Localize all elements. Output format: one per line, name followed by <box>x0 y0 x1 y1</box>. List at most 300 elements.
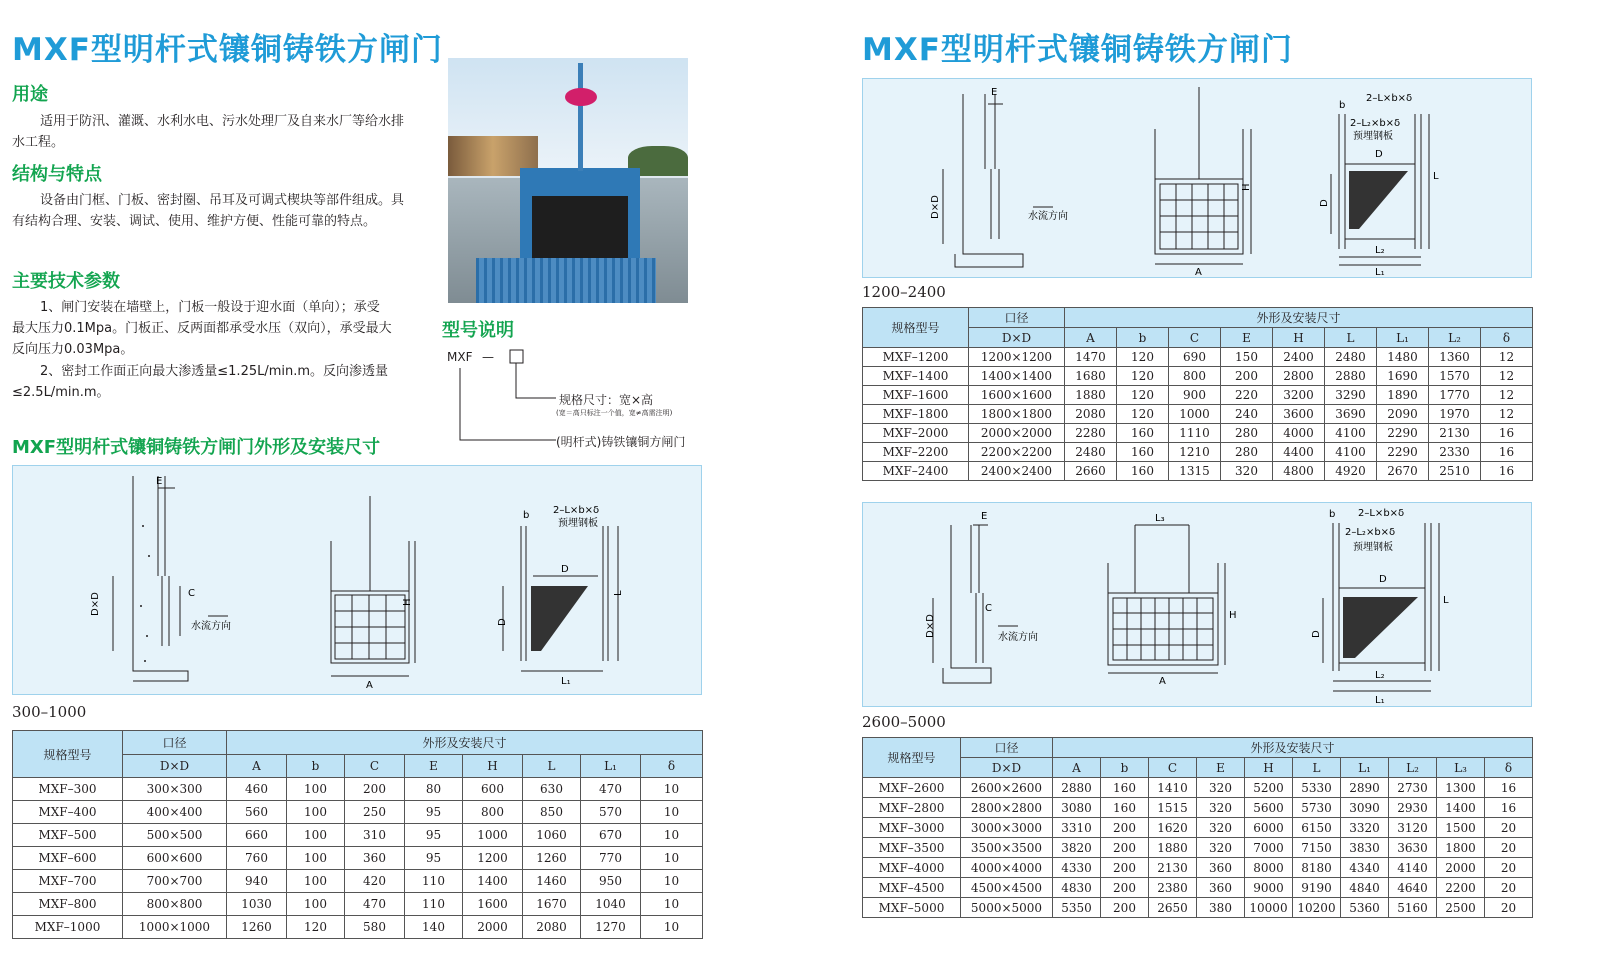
col-dim-header: L₂ <box>1389 758 1437 778</box>
dim-cell: 4100 <box>1325 443 1377 462</box>
dim-cell: 1600 <box>463 893 523 916</box>
model-leader-lines <box>450 348 560 448</box>
dim-cell: 200 <box>1101 858 1149 878</box>
dim-cell: 160 <box>1101 798 1149 818</box>
dim-cell: 120 <box>287 916 345 939</box>
table-row <box>863 778 1533 798</box>
plate-l-label: L <box>613 590 624 596</box>
dim-cell: 100 <box>287 801 345 824</box>
plate-b-label: b <box>523 510 530 521</box>
table-row <box>863 443 1533 462</box>
model-cell: MXF–300 <box>13 778 123 801</box>
left-gate-drawing <box>13 466 703 696</box>
r1-bolt1-label: 2–L×b×δ <box>1366 93 1413 104</box>
dim-cell: 110 <box>405 893 463 916</box>
dim-cell: 2480 <box>1065 443 1117 462</box>
dim-cell: 20 <box>1485 858 1533 878</box>
dim-cell: 1110 <box>1169 424 1221 443</box>
dim-cell: 5360 <box>1341 898 1389 918</box>
model-cell: MXF–700 <box>13 870 123 893</box>
bore-cell: 500×500 <box>123 824 227 847</box>
r2-e-label: E <box>981 511 988 522</box>
dim-cell: 360 <box>1197 878 1245 898</box>
dim-cell: 100 <box>287 778 345 801</box>
dim-cell: 1460 <box>523 870 581 893</box>
dim-cell: 2280 <box>1065 424 1117 443</box>
dim-cell: 160 <box>1101 778 1149 798</box>
dim-cell: 320 <box>1197 778 1245 798</box>
col-dim-header: C <box>1169 328 1221 348</box>
dim-cell: 1620 <box>1149 818 1197 838</box>
right-range-label-1: 1200–2400 <box>862 283 946 301</box>
table-row <box>13 801 703 824</box>
bore-cell: 400×400 <box>123 801 227 824</box>
col-dim-header: L <box>1325 328 1377 348</box>
table-row <box>863 798 1533 818</box>
bore-cell: 2400×2400 <box>969 462 1065 481</box>
dim-cell: 470 <box>345 893 405 916</box>
right-diagram-panel-1 <box>862 78 1532 278</box>
params-text-1: 1、闸门安装在墙壁上，门板一般设于迎水面（单向）；承受最大压力0.1Mpa。门板正、反两面都承受水压（双向），承受最大反向压力0.03Mpa。 <box>12 300 392 357</box>
dim-cell: 2290 <box>1377 443 1429 462</box>
dim-cell: 1480 <box>1377 348 1429 367</box>
dim-cell: 2670 <box>1377 462 1429 481</box>
col-dim-header: A <box>1065 328 1117 348</box>
col-dim-header: H <box>1245 758 1293 778</box>
dim-cell: 8180 <box>1293 858 1341 878</box>
bore-cell: 5000×5000 <box>961 898 1053 918</box>
dim-cell: 280 <box>1221 424 1273 443</box>
col-dim-header: L₂ <box>1429 328 1481 348</box>
model-cell: MXF–2600 <box>863 778 961 798</box>
table-row <box>13 847 703 870</box>
dim-cell: 4140 <box>1389 858 1437 878</box>
table-row <box>13 778 703 801</box>
left-page-title: MXF型明杆式镶铜铸铁方闸门 <box>12 32 443 68</box>
dim-cell: 320 <box>1197 838 1245 858</box>
r1-l-label: L <box>1433 171 1439 182</box>
dim-cell: 110 <box>405 870 463 893</box>
dim-cell: 310 <box>345 824 405 847</box>
dim-cell: 6000 <box>1245 818 1293 838</box>
dim-cell: 4840 <box>1341 878 1389 898</box>
dim-cell: 760 <box>227 847 287 870</box>
dim-cell: 2080 <box>523 916 581 939</box>
r1-dxd-label: D×D <box>930 195 941 219</box>
dim-cell: 2880 <box>1325 367 1377 386</box>
r2-d-label: D <box>1379 574 1387 585</box>
r1-flow-label: 水流方向 <box>1028 211 1068 222</box>
dim-cell: 1410 <box>1149 778 1197 798</box>
dim-cell: 1040 <box>581 893 641 916</box>
col-model-header: 规格型号 <box>13 731 123 778</box>
dim-cell: 3120 <box>1389 818 1437 838</box>
bore-cell: 600×600 <box>123 847 227 870</box>
dim-cell: 320 <box>1221 462 1273 481</box>
dim-cell: 630 <box>523 778 581 801</box>
dim-cell: 5330 <box>1293 778 1341 798</box>
model-cell: MXF–3500 <box>863 838 961 858</box>
col-bore-sub-header: D×D <box>969 328 1065 348</box>
model-cell: MXF–800 <box>13 893 123 916</box>
bore-cell: 1800×1800 <box>969 405 1065 424</box>
dim-cell: 360 <box>345 847 405 870</box>
dim-cell: 16 <box>1481 424 1533 443</box>
col-dim-header: L₁ <box>1341 758 1389 778</box>
table-row <box>863 878 1533 898</box>
col-dim-header: b <box>287 755 345 778</box>
r1-d-side-label: D <box>1319 199 1330 207</box>
side-flow-label: 水流方向 <box>191 621 231 632</box>
model-cell: MXF–1000 <box>13 916 123 939</box>
dim-cell: 10000 <box>1245 898 1293 918</box>
model-name-label: (明杆式)铸铁镶铜方闸门 <box>556 435 686 449</box>
dim-cell: 670 <box>581 824 641 847</box>
dim-cell: 20 <box>1485 818 1533 838</box>
dim-cell: 10 <box>641 824 703 847</box>
dim-cell: 12 <box>1481 348 1533 367</box>
dim-cell: 4640 <box>1389 878 1437 898</box>
dim-cell: 140 <box>405 916 463 939</box>
r1-bolt2-label: 2–L₂×b×δ <box>1350 118 1401 129</box>
dim-cell: 4800 <box>1273 462 1325 481</box>
dim-cell: 200 <box>1221 367 1273 386</box>
dim-cell: 1200 <box>463 847 523 870</box>
dim-cell: 3080 <box>1053 798 1101 818</box>
table-row <box>863 898 1533 918</box>
r2-b-label: b <box>1329 509 1336 520</box>
plate-bolt-label: 2–L×b×δ <box>553 505 600 516</box>
dim-cell: 95 <box>405 847 463 870</box>
dim-cell: 1680 <box>1065 367 1117 386</box>
dim-cell: 2000 <box>463 916 523 939</box>
dim-cell: 5350 <box>1053 898 1101 918</box>
dim-cell: 4330 <box>1053 858 1101 878</box>
col-dim-header: b <box>1101 758 1149 778</box>
dim-cell: 220 <box>1221 386 1273 405</box>
dim-cell: 1300 <box>1437 778 1485 798</box>
dim-cell: 1210 <box>1169 443 1221 462</box>
dim-cell: 4400 <box>1273 443 1325 462</box>
dim-cell: 8000 <box>1245 858 1293 878</box>
dim-cell: 3630 <box>1389 838 1437 858</box>
col-dim-header: L₁ <box>581 755 641 778</box>
dim-cell: 2090 <box>1377 405 1429 424</box>
col-dim-header: H <box>463 755 523 778</box>
dim-cell: 2200 <box>1437 878 1485 898</box>
model-cell: MXF–4000 <box>863 858 961 878</box>
dim-cell: 2400 <box>1273 348 1325 367</box>
dim-cell: 2130 <box>1149 858 1197 878</box>
dim-cell: 690 <box>1169 348 1221 367</box>
plate-embed-label: 预埋钢板 <box>558 518 598 529</box>
dim-cell: 16 <box>1481 462 1533 481</box>
model-cell: MXF–400 <box>13 801 123 824</box>
table-row <box>863 405 1533 424</box>
usage-heading: 用途 <box>12 84 48 105</box>
right-spec-table-1 <box>862 307 1533 481</box>
dim-cell: 3600 <box>1273 405 1325 424</box>
dim-cell: 1515 <box>1149 798 1197 818</box>
model-cell: MXF–1800 <box>863 405 969 424</box>
dim-cell: 7150 <box>1293 838 1341 858</box>
dim-cell: 120 <box>1117 367 1169 386</box>
model-cell: MXF–1600 <box>863 386 969 405</box>
col-dim-header: E <box>1221 328 1273 348</box>
model-cell: MXF–5000 <box>863 898 961 918</box>
left-range-label: 300–1000 <box>12 703 87 721</box>
model-dash: — <box>482 350 494 364</box>
dim-cell: 100 <box>287 893 345 916</box>
dim-cell: 4920 <box>1325 462 1377 481</box>
dim-cell: 1315 <box>1169 462 1221 481</box>
model-cell: MXF–2400 <box>863 462 969 481</box>
dim-cell: 5160 <box>1389 898 1437 918</box>
front-h-label: H <box>402 598 413 606</box>
bore-cell: 2800×2800 <box>961 798 1053 818</box>
dim-cell: 940 <box>227 870 287 893</box>
right-gate-drawing-2 <box>863 503 1533 708</box>
col-bore-sub-header: D×D <box>123 755 227 778</box>
model-cell: MXF–2800 <box>863 798 961 818</box>
col-model-header: 规格型号 <box>863 738 961 778</box>
usage-text: 适用于防汛、灌溉、水利水电、污水处理厂及自来水厂等给水排水工程。 <box>12 114 405 150</box>
dim-cell: 10 <box>641 870 703 893</box>
r1-a-label: A <box>1195 267 1202 278</box>
bore-cell: 1000×1000 <box>123 916 227 939</box>
model-cell: MXF–1200 <box>863 348 969 367</box>
dim-cell: 200 <box>1101 878 1149 898</box>
table-row <box>863 348 1533 367</box>
right-table-2-body <box>863 778 1533 918</box>
dim-cell: 160 <box>1117 424 1169 443</box>
dim-cell: 9190 <box>1293 878 1341 898</box>
table-row <box>13 916 703 939</box>
dim-cell: 600 <box>463 778 523 801</box>
dim-cell: 1880 <box>1149 838 1197 858</box>
dim-cell: 1000 <box>1169 405 1221 424</box>
model-code: MXF <box>447 350 473 364</box>
dim-cell: 16 <box>1485 798 1533 818</box>
table-row <box>13 893 703 916</box>
dim-cell: 10 <box>641 778 703 801</box>
bore-cell: 2600×2600 <box>961 778 1053 798</box>
col-dim-header: C <box>1149 758 1197 778</box>
dim-cell: 3320 <box>1341 818 1389 838</box>
dim-cell: 2660 <box>1065 462 1117 481</box>
right-spec-table-2 <box>862 737 1533 918</box>
dim-cell: 2890 <box>1341 778 1389 798</box>
col-bore-header: 口径 <box>123 731 227 755</box>
r2-dxd-label: D×D <box>925 614 936 638</box>
dim-cell: 16 <box>1485 778 1533 798</box>
r1-plate-label: 预埋钢板 <box>1353 131 1393 142</box>
r2-bolt2-label: 2–L₂×b×δ <box>1345 527 1396 538</box>
dim-cell: 4100 <box>1325 424 1377 443</box>
col-dim-header: L <box>523 755 581 778</box>
left-diagram-panel <box>12 465 702 695</box>
dim-cell: 160 <box>1117 443 1169 462</box>
dim-cell: 800 <box>1169 367 1221 386</box>
dim-cell: 120 <box>1117 348 1169 367</box>
col-bore-header: 口径 <box>969 308 1065 328</box>
dim-cell: 660 <box>227 824 287 847</box>
dim-cell: 100 <box>287 870 345 893</box>
dim-cell: 95 <box>405 801 463 824</box>
dim-cell: 2000 <box>1437 858 1485 878</box>
model-size-label: 规格尺寸：宽×高 <box>559 393 654 407</box>
plate-d-side-label: D <box>497 618 508 626</box>
right-range-label-2: 2600–5000 <box>862 713 946 731</box>
col-dim-header: δ <box>641 755 703 778</box>
dim-cell: 1500 <box>1437 818 1485 838</box>
model-heading: 型号说明 <box>442 320 514 341</box>
dim-cell: 4000 <box>1273 424 1325 443</box>
r1-h-label: H <box>1241 183 1252 191</box>
col-dim-header: L₁ <box>1377 328 1429 348</box>
bore-cell: 3500×3500 <box>961 838 1053 858</box>
left-spec-table <box>12 730 703 939</box>
dim-cell: 120 <box>1117 405 1169 424</box>
dim-cell: 2650 <box>1149 898 1197 918</box>
dim-cell: 12 <box>1481 386 1533 405</box>
table-row <box>863 386 1533 405</box>
dim-cell: 2330 <box>1429 443 1481 462</box>
bore-cell: 2000×2000 <box>969 424 1065 443</box>
model-cell: MXF–3000 <box>863 818 961 838</box>
dim-cell: 1000 <box>463 824 523 847</box>
dim-cell: 3090 <box>1341 798 1389 818</box>
model-cell: MXF–4500 <box>863 878 961 898</box>
bore-cell: 300×300 <box>123 778 227 801</box>
dim-cell: 3820 <box>1053 838 1101 858</box>
bore-cell: 1600×1600 <box>969 386 1065 405</box>
dim-cell: 20 <box>1485 898 1533 918</box>
col-bore-header: 口径 <box>961 738 1053 758</box>
dim-cell: 2800 <box>1273 367 1325 386</box>
dim-cell: 10 <box>641 893 703 916</box>
structure-heading: 结构与特点 <box>12 164 102 185</box>
r2-c-label: C <box>985 603 992 614</box>
dim-cell: 4340 <box>1341 858 1389 878</box>
dim-cell: 5600 <box>1245 798 1293 818</box>
r2-l2-label: L₂ <box>1375 670 1385 681</box>
dim-cell: 3830 <box>1341 838 1389 858</box>
r1-d-label: D <box>1375 149 1383 160</box>
col-dims-header: 外形及安装尺寸 <box>227 731 703 755</box>
table-row <box>13 870 703 893</box>
dim-cell: 250 <box>345 801 405 824</box>
r1-b-label: b <box>1339 100 1346 111</box>
dim-cell: 1400 <box>463 870 523 893</box>
right-page-title: MXF型明杆式镶铜铸铁方闸门 <box>862 32 1293 68</box>
dim-cell: 1060 <box>523 824 581 847</box>
model-cell: MXF–500 <box>13 824 123 847</box>
dim-cell: 2130 <box>1429 424 1481 443</box>
col-dim-header: A <box>1053 758 1101 778</box>
dim-cell: 2500 <box>1437 898 1485 918</box>
dim-cell: 2480 <box>1325 348 1377 367</box>
dim-cell: 200 <box>345 778 405 801</box>
plate-l1-label: L₁ <box>561 676 571 687</box>
col-dim-header: δ <box>1485 758 1533 778</box>
dim-cell: 1690 <box>1377 367 1429 386</box>
col-dims-header: 外形及安装尺寸 <box>1065 308 1533 328</box>
table-row <box>863 462 1533 481</box>
table-row <box>863 858 1533 878</box>
dim-cell: 280 <box>1221 443 1273 462</box>
table-row <box>863 424 1533 443</box>
dim-cell: 2930 <box>1389 798 1437 818</box>
dim-cell: 80 <box>405 778 463 801</box>
dim-cell: 6150 <box>1293 818 1341 838</box>
dim-cell: 1470 <box>1065 348 1117 367</box>
model-cell: MXF–2200 <box>863 443 969 462</box>
dim-cell: 1260 <box>523 847 581 870</box>
dim-cell: 1400 <box>1437 798 1485 818</box>
dim-cell: 10200 <box>1293 898 1341 918</box>
dim-cell: 20 <box>1485 838 1533 858</box>
dim-cell: 240 <box>1221 405 1273 424</box>
r1-l2-label: L₂ <box>1375 245 1385 256</box>
right-gate-drawing-1 <box>863 79 1533 279</box>
dim-cell: 10 <box>641 916 703 939</box>
col-dim-header: C <box>345 755 405 778</box>
dim-cell: 150 <box>1221 348 1273 367</box>
dim-cell: 3690 <box>1325 405 1377 424</box>
left-table-body <box>13 778 703 939</box>
dim-cell: 12 <box>1481 405 1533 424</box>
dim-cell: 460 <box>227 778 287 801</box>
dim-cell: 3200 <box>1273 386 1325 405</box>
right-table-1-body <box>863 348 1533 481</box>
dim-cell: 100 <box>287 847 345 870</box>
params-text-2: 2、密封工作面正向最大渗透量≤1.25L/min.m。反向渗透量≤2.5L/min.m。 <box>12 364 389 400</box>
dim-cell: 5730 <box>1293 798 1341 818</box>
dim-cell: 7000 <box>1245 838 1293 858</box>
dim-cell: 1360 <box>1429 348 1481 367</box>
dim-cell: 10 <box>641 847 703 870</box>
model-size-note: (宽＝高只标注一个值，宽≠高需注明) <box>556 409 673 417</box>
r1-l1-label: L₁ <box>1375 267 1385 278</box>
r2-l1-label: L₁ <box>1375 695 1385 706</box>
bore-cell: 3000×3000 <box>961 818 1053 838</box>
col-dim-header: H <box>1273 328 1325 348</box>
table-row <box>863 818 1533 838</box>
model-cell: MXF–2000 <box>863 424 969 443</box>
dim-cell: 1890 <box>1377 386 1429 405</box>
dim-cell: 1260 <box>227 916 287 939</box>
r2-plate-label: 预埋钢板 <box>1353 542 1393 553</box>
bore-cell: 800×800 <box>123 893 227 916</box>
dims-heading: MXF型明杆式镶铜铸铁方闸门外形及安装尺寸 <box>12 437 381 458</box>
col-dim-header: L₃ <box>1437 758 1485 778</box>
right-diagram-panel-2 <box>862 502 1532 707</box>
dim-cell: 2880 <box>1053 778 1101 798</box>
dim-cell: 2380 <box>1149 878 1197 898</box>
dim-cell: 1570 <box>1429 367 1481 386</box>
dim-cell: 2510 <box>1429 462 1481 481</box>
side-c-label: C <box>188 588 195 599</box>
table-row <box>13 824 703 847</box>
dim-cell: 1270 <box>581 916 641 939</box>
col-dims-header: 外形及安装尺寸 <box>1053 738 1533 758</box>
dim-cell: 200 <box>1101 898 1149 918</box>
dim-cell: 2730 <box>1389 778 1437 798</box>
bore-cell: 4500×4500 <box>961 878 1053 898</box>
dim-cell: 570 <box>581 801 641 824</box>
dim-cell: 420 <box>345 870 405 893</box>
